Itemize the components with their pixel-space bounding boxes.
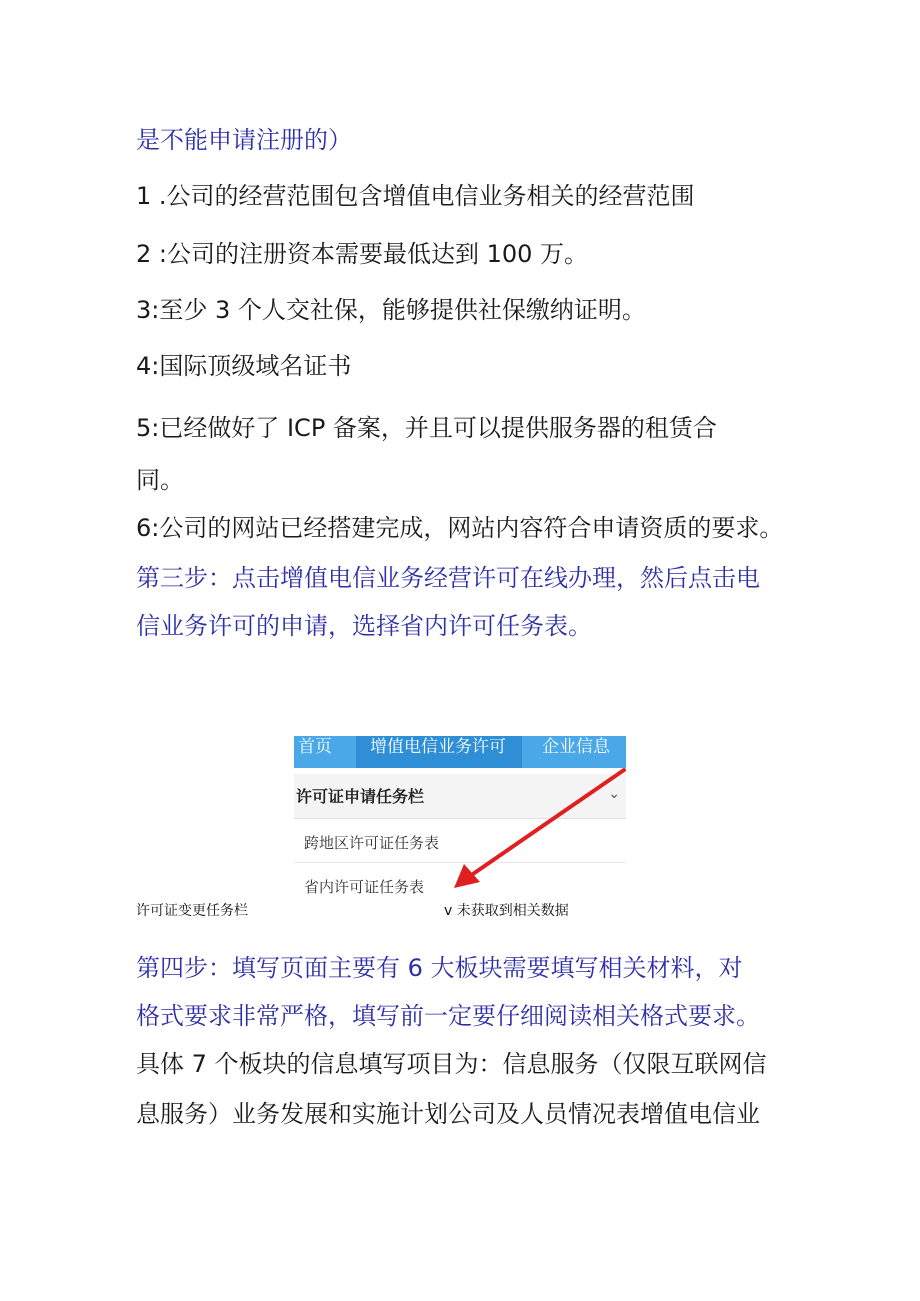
caption-left: 许可证变更任务栏 <box>136 903 248 919</box>
paragraph-line: 4:国际顶级域名证书 <box>136 352 352 380</box>
paragraph-line: 具体 7 个板块的信息填写项目为：信息服务（仅限互联网信 <box>136 1050 767 1078</box>
paragraph-line: 5:已经做好了 ICP 备案，并且可以提供服务器的租赁合 <box>136 414 717 442</box>
screenshot-nav-home: 首页 <box>298 737 332 757</box>
paragraph-line: 同。 <box>136 466 184 494</box>
embedded-screenshot <box>294 736 626 900</box>
screenshot-section-title: 许可证申请任务栏 <box>296 787 425 806</box>
paragraph-line: 信业务许可的申请，选择省内许可任务表。 <box>136 612 592 640</box>
chevron-down-icon: ⌄ <box>608 786 620 802</box>
paragraph-line: 1 .公司的经营范围包含增值电信业务相关的经营范围 <box>136 182 695 210</box>
paragraph-line: 是不能申请注册的） <box>136 126 352 154</box>
paragraph-line: 第四步：填写页面主要有 6 大板块需要填写相关材料，对 <box>136 954 743 982</box>
screenshot-nav-vat-license: 增值电信业务许可 <box>370 737 506 757</box>
red-arrow-icon <box>294 736 626 900</box>
screenshot-item-cross-region: 跨地区许可证任务表 <box>304 834 440 852</box>
paragraph-line: 2 :公司的注册资本需要最低达到 100 万。 <box>136 240 589 268</box>
paragraph-line: 3:至少 3 个人交社保，能够提供社保缴纳证明。 <box>136 296 646 324</box>
screenshot-nav-company-info: 企业信息 <box>542 737 610 757</box>
paragraph-line: 息服务）业务发展和实施计划公司及人员情况表增值电信业 <box>136 1100 760 1128</box>
paragraph-line: 第三步：点击增值电信业务经营许可在线办理，然后点击电 <box>136 564 760 592</box>
paragraph-line: 6:公司的网站已经搭建完成，网站内容符合申请资质的要求。 <box>136 514 784 542</box>
caption-right: v 未获取到相关数据 <box>444 903 569 919</box>
paragraph-line: 格式要求非常严格，填写前一定要仔细阅读相关格式要求。 <box>136 1002 760 1030</box>
screenshot-item-provincial: 省内许可证任务表 <box>304 878 425 896</box>
